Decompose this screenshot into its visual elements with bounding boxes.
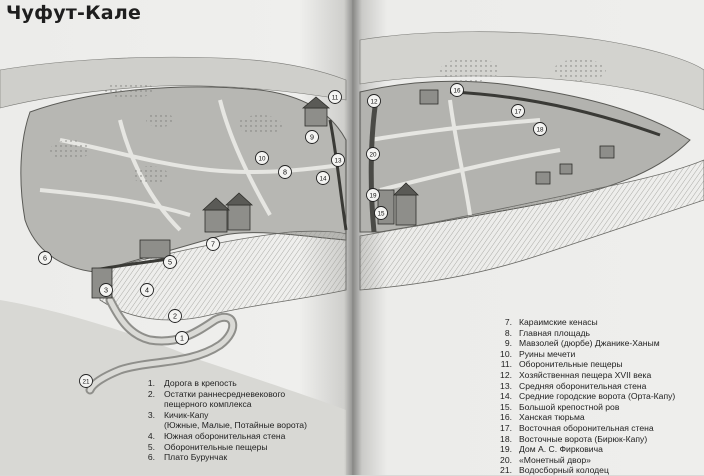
legend-number: 20. [500, 454, 512, 465]
map-marker-label: 6 [43, 253, 47, 263]
legend-number: 15. [500, 401, 512, 412]
map-marker-label: 8 [283, 167, 287, 177]
legend-left [143, 378, 348, 463]
legend-number: 11. [500, 359, 512, 370]
legend-item [497, 423, 702, 434]
legend-text: Дорога в крепость [164, 378, 237, 388]
legend-continuation: (Южные, Малые, Потайные ворота) [164, 420, 307, 431]
legend-number: 12. [500, 369, 512, 380]
legend-number: 1. [147, 378, 155, 388]
legend-text: Восточная оборонительная стена [519, 422, 654, 433]
legend-number: 3. [147, 409, 155, 420]
legend-text: Дом А. С. Фирковича [519, 444, 603, 455]
map-marker-12 [368, 95, 381, 108]
legend-item [143, 442, 348, 453]
legend-item [497, 338, 702, 349]
map-marker-label: 21 [82, 378, 90, 386]
legend-item [497, 381, 702, 392]
map-marker-16 [451, 84, 464, 97]
map-marker-5 [164, 256, 177, 269]
legend-number: 10. [500, 348, 512, 359]
legend-text: Водосборный колодец [519, 465, 609, 476]
legend-number: 17. [500, 422, 512, 433]
legend-text: Мавзолей (дюрбе) Джанике-Ханым [519, 338, 660, 349]
legend-text: «Монетный двор» [519, 454, 591, 465]
legend-number: 7. [504, 317, 512, 327]
legend-item [143, 389, 348, 400]
legend-text: Караимские кенасы [519, 317, 598, 327]
map-marker-4 [141, 284, 154, 297]
legend-number: 18. [500, 433, 512, 444]
legend-text: Руины мечети [519, 348, 576, 359]
legend-number: 16. [500, 412, 512, 423]
legend-text: Кичик-Капу [164, 409, 209, 420]
legend-item [497, 359, 702, 370]
legend-right [497, 317, 702, 476]
map-marker-label: 14 [319, 175, 327, 183]
legend-number: 9. [504, 338, 512, 349]
legend-number: 8. [504, 327, 512, 338]
map-marker-20 [367, 148, 380, 161]
map-title: Чуфут-Кале [6, 2, 142, 24]
map-marker-label: 9 [310, 132, 314, 142]
legend-item [497, 349, 702, 360]
map-marker-label: 17 [514, 108, 522, 116]
map-marker-label: 13 [334, 157, 342, 165]
legend-item [497, 455, 702, 466]
map-marker-3 [100, 284, 113, 297]
map-marker-label: 10 [258, 155, 266, 163]
legend-item [497, 465, 702, 476]
map-marker-9 [306, 131, 319, 144]
legend-text: Ханская тюрьма [519, 412, 585, 423]
legend-item [497, 412, 702, 423]
map-marker-label: 7 [211, 239, 215, 249]
legend-text: Хозяйственная пещера XVII века [519, 369, 652, 380]
map-marker-10 [256, 152, 269, 165]
map-marker-19 [367, 189, 380, 202]
map-marker-8 [279, 166, 292, 179]
legend-number: 21. [500, 465, 512, 476]
map-marker-label: 18 [536, 126, 544, 134]
map-marker-label: 3 [104, 285, 108, 295]
legend-text: Плато Бурунчак [164, 452, 228, 463]
map-marker-21 [80, 375, 93, 388]
legend-text: Средняя оборонительная стена [519, 380, 647, 391]
legend-number: 19. [500, 444, 512, 455]
legend-text: Средние городские ворота (Орта-Капу) [519, 391, 676, 402]
legend-item [497, 402, 702, 413]
map-marker-17 [512, 105, 525, 118]
legend-text: Оборонительные пещеры [519, 359, 623, 370]
map-marker-label: 2 [173, 311, 177, 321]
legend-number: 2. [147, 388, 155, 399]
map-marker-label: 4 [145, 285, 149, 295]
map-marker-6 [39, 252, 52, 265]
legend-number: 5. [147, 441, 155, 452]
legend-item [143, 378, 348, 389]
map-marker-label: 16 [453, 87, 461, 95]
map-marker-label: 11 [331, 94, 339, 102]
map-marker-14 [317, 172, 330, 185]
legend-item [497, 328, 702, 339]
map-marker-18 [534, 123, 547, 136]
legend-item [497, 444, 702, 455]
legend-number: 4. [147, 430, 155, 441]
legend-text: Большой крепостной ров [519, 401, 620, 412]
map-marker-label: 1 [180, 333, 184, 343]
map-marker-1 [176, 332, 189, 345]
map-marker-11 [329, 91, 342, 104]
map-marker-7 [207, 238, 220, 251]
map-marker-label: 15 [377, 210, 385, 218]
legend-text: Южная оборонительная стена [164, 430, 286, 441]
legend-text: Остатки раннесредневекового [164, 388, 286, 399]
legend-item [497, 370, 702, 381]
map-marker-2 [169, 310, 182, 323]
legend-text: Оборонительные пещеры [164, 441, 268, 452]
legend-item [497, 317, 702, 328]
map-marker-15 [375, 207, 388, 220]
legend-item [143, 431, 348, 442]
legend-item [143, 452, 348, 463]
map-marker-13 [332, 154, 345, 167]
legend-text: Восточные ворота (Бирюк-Капу) [519, 433, 648, 444]
legend-number: 14. [500, 391, 512, 402]
map-marker-label: 19 [369, 192, 377, 200]
legend-text: Главная площадь [519, 327, 590, 338]
legend-number: 13. [500, 380, 512, 391]
map-marker-label: 20 [369, 151, 377, 159]
map-marker-label: 5 [168, 257, 172, 267]
map-marker-label: 12 [370, 98, 378, 106]
legend-number: 6. [147, 452, 155, 463]
legend-item [497, 391, 702, 402]
legend-item [143, 410, 348, 421]
legend-item [497, 434, 702, 445]
legend-continuation: пещерного комплекса [164, 399, 252, 410]
